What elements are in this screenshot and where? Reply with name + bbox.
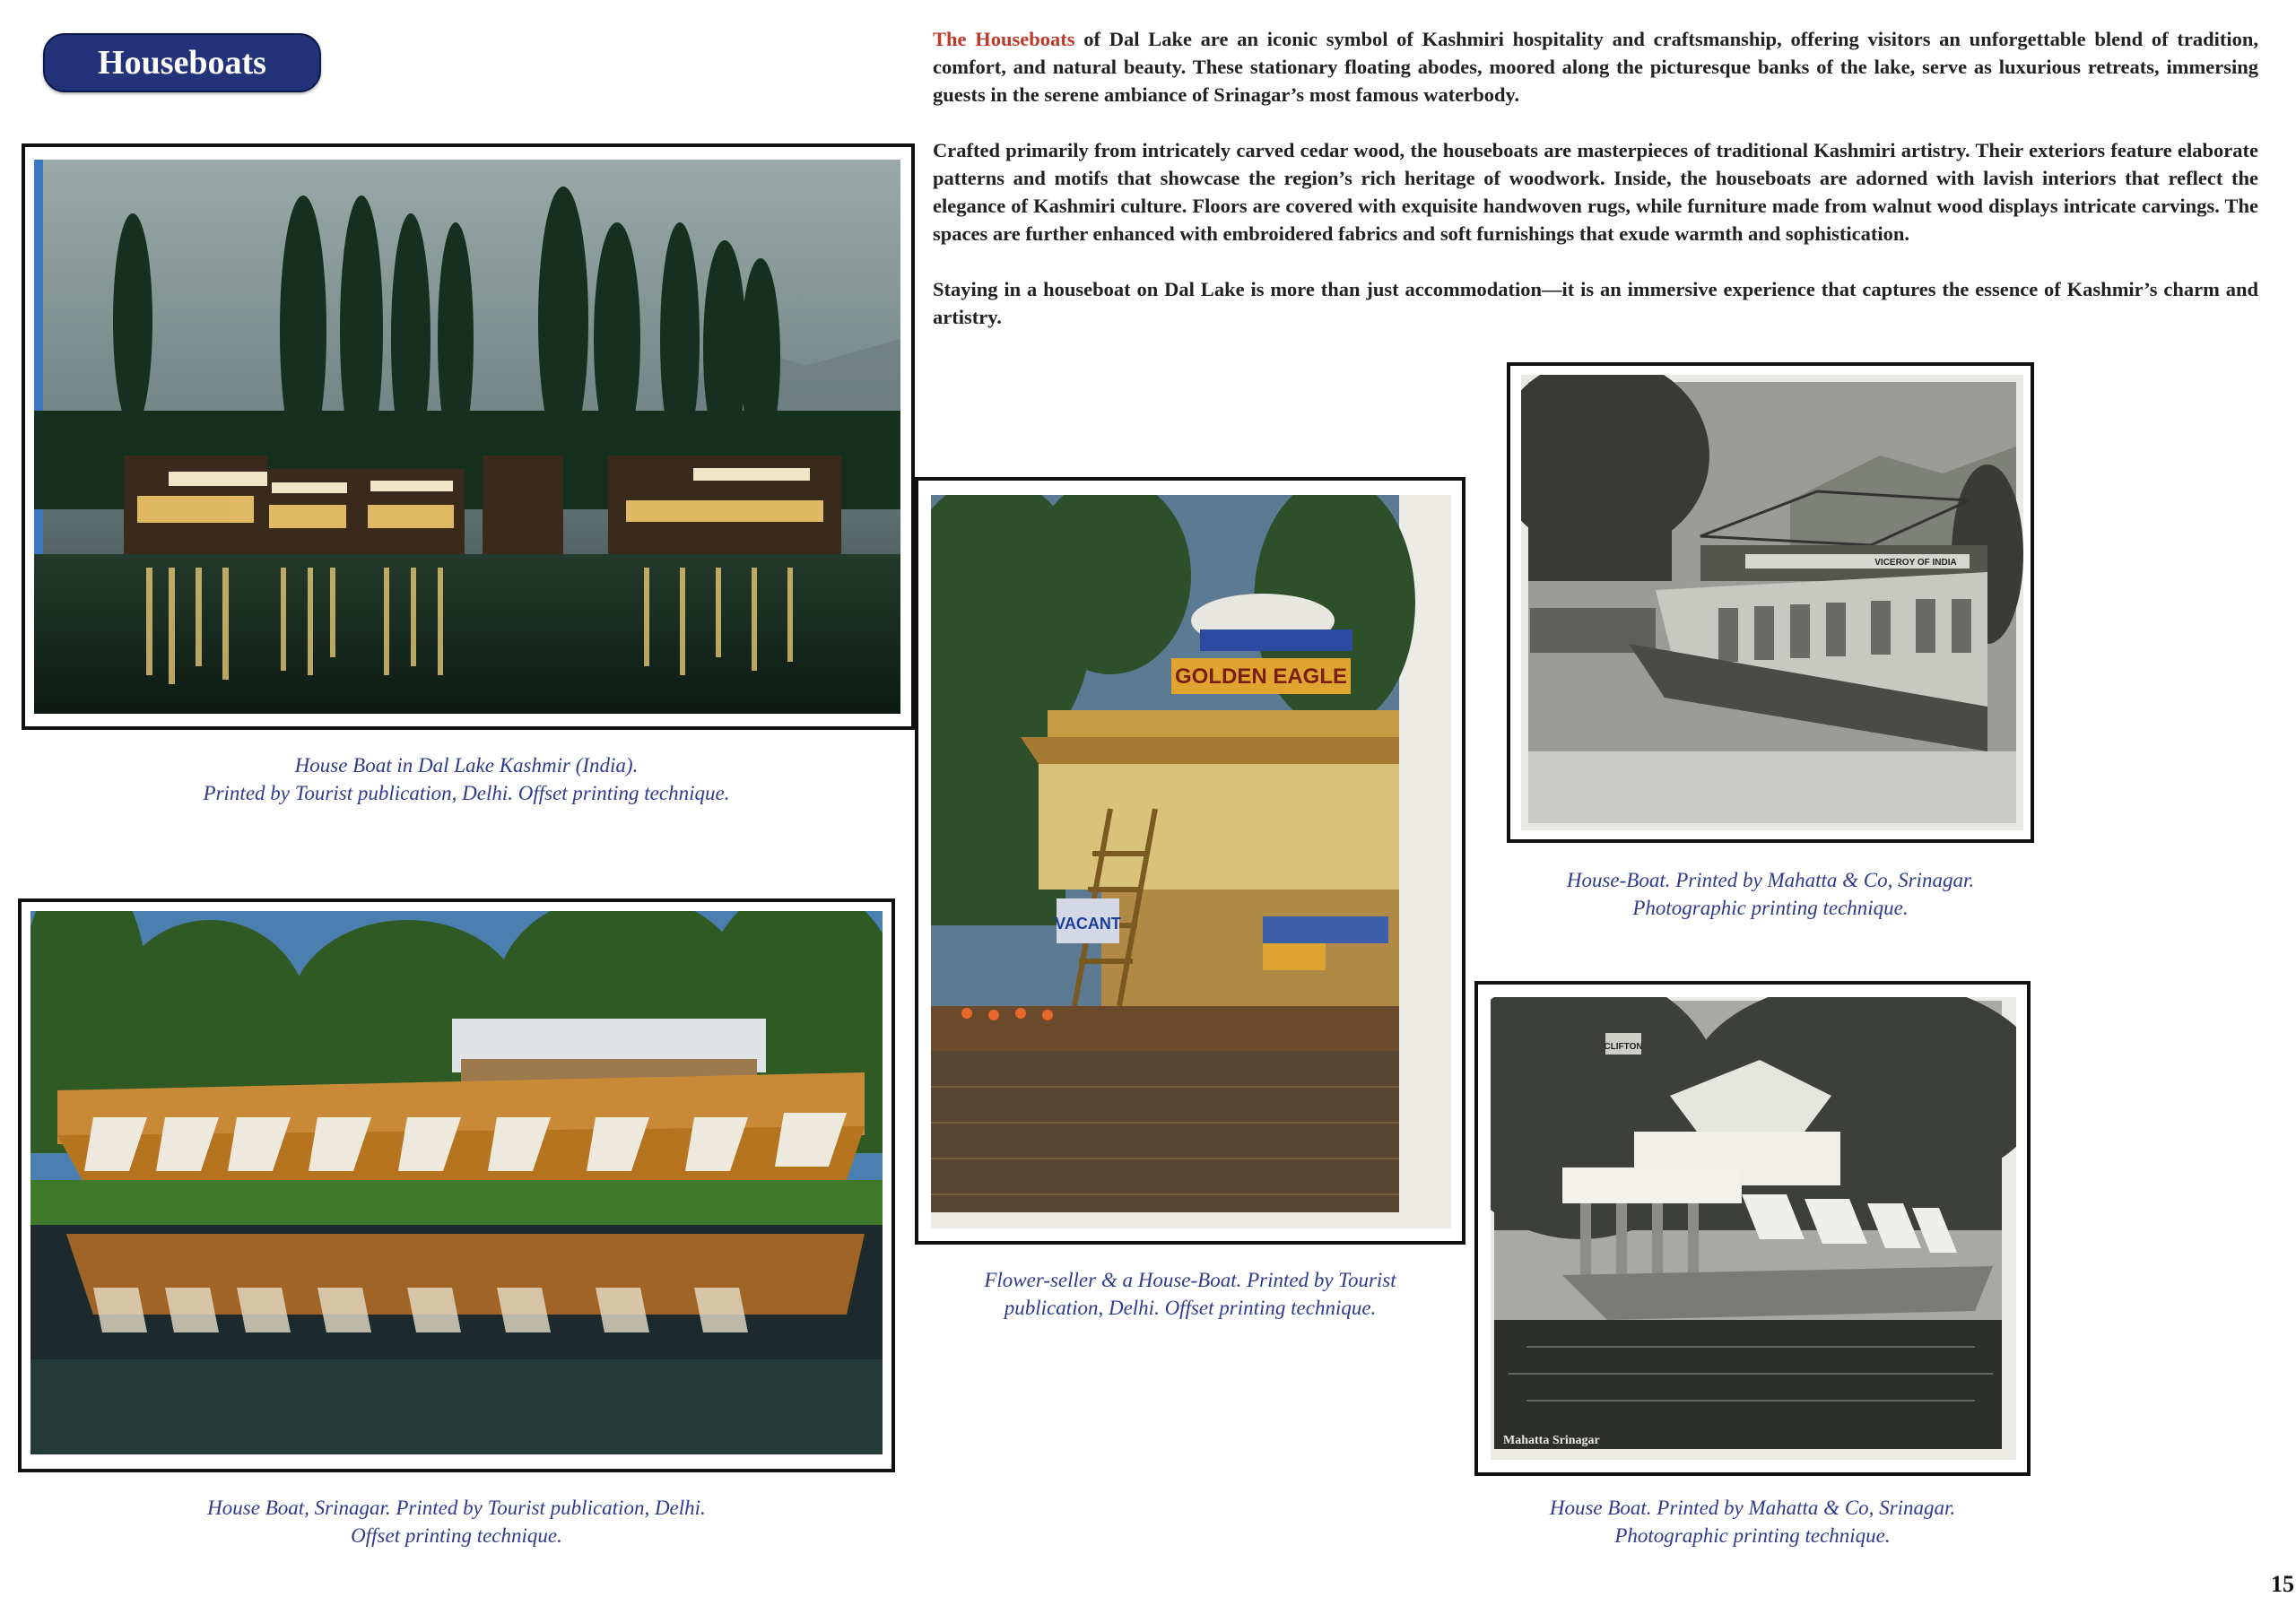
caption-viceroy bbox=[1507, 866, 2034, 922]
photo-night-houseboats bbox=[34, 160, 900, 714]
viceroy-sign: VICEROY OF INDIA bbox=[1874, 558, 1957, 568]
caption-line: publication, Delhi. Offset printing technique. bbox=[1004, 1297, 1377, 1319]
article-body bbox=[933, 25, 2258, 359]
caption-night-houseboats bbox=[36, 751, 897, 807]
caption-golden-eagle bbox=[915, 1266, 1465, 1322]
caption-line: House Boat, Srinagar. Printed by Tourist publication, Delhi. bbox=[207, 1497, 706, 1519]
caption-clifton bbox=[1474, 1494, 2031, 1549]
caption-line: House Boat in Dal Lake Kashmir (India). bbox=[294, 754, 639, 777]
photo-golden-eagle bbox=[931, 495, 1451, 1228]
caption-awning-houseboat bbox=[18, 1494, 895, 1549]
highlight-term: The Houseboats bbox=[933, 28, 1075, 50]
clifton-sign: CLIFTON bbox=[1604, 1042, 1643, 1052]
caption-line: Photographic printing technique. bbox=[1632, 897, 1909, 919]
photo-awning-houseboat bbox=[30, 911, 883, 1454]
photo-clifton bbox=[1491, 997, 2016, 1460]
golden-eagle-sign: GOLDEN EAGLE bbox=[1174, 664, 1348, 689]
mahatta-watermark: Mahatta Srinagar bbox=[1503, 1434, 1600, 1447]
caption-line: Printed by Tourist publication, Delhi. Offset printing technique. bbox=[203, 782, 730, 804]
photo-viceroy bbox=[1521, 375, 2023, 830]
paragraph-1-text: of Dal Lake are an iconic symbol of Kashmiri hospitality and craftsmanship, offering visitors an unforgettable blend of tradition, comfort, and natural beauty. These stationary floating abodes, moored along the picturesque banks of the lake, serve as luxurious retreats, immersing guests in the serene ambiance of Srinagar’s most famous waterbody. bbox=[933, 28, 2258, 106]
paragraph-1 bbox=[933, 25, 2258, 108]
caption-line: House Boat. Printed by Mahatta & Co, Srinagar. bbox=[1549, 1497, 1956, 1519]
section-title: Houseboats bbox=[43, 33, 321, 92]
caption-line: Photographic printing technique. bbox=[1614, 1524, 1891, 1547]
caption-line: House-Boat. Printed by Mahatta & Co, Srinagar. bbox=[1566, 869, 1975, 891]
page-number: 15 bbox=[2271, 1571, 2294, 1597]
paragraph-2: Crafted primarily from intricately carved cedar wood, the houseboats are masterpieces of traditional Kashmiri artistry. Their exteriors feature elaborate patterns and motifs that showcase the region’s rich heritage of woodwork. Inside, the houseboats are adorned with lavish interiors that reflect the elegance of Kashmiri culture. Floors are covered with exquisite handwoven rugs, while furniture made from walnut wood displays intricate carvings. The spaces are further enhanced with embroidered fabrics and soft furnishings that exude warmth and sophistication. bbox=[933, 139, 2258, 245]
paragraph-3: Staying in a houseboat on Dal Lake is more than just accommodation—it is an immersive experience that captures the essence of Kashmir’s charm and artistry. bbox=[933, 278, 2258, 328]
vacant-sign: VACANT bbox=[1055, 915, 1121, 933]
caption-line: Flower-seller & a House-Boat. Printed by Tourist bbox=[984, 1269, 1396, 1291]
caption-line: Offset printing technique. bbox=[351, 1524, 562, 1547]
